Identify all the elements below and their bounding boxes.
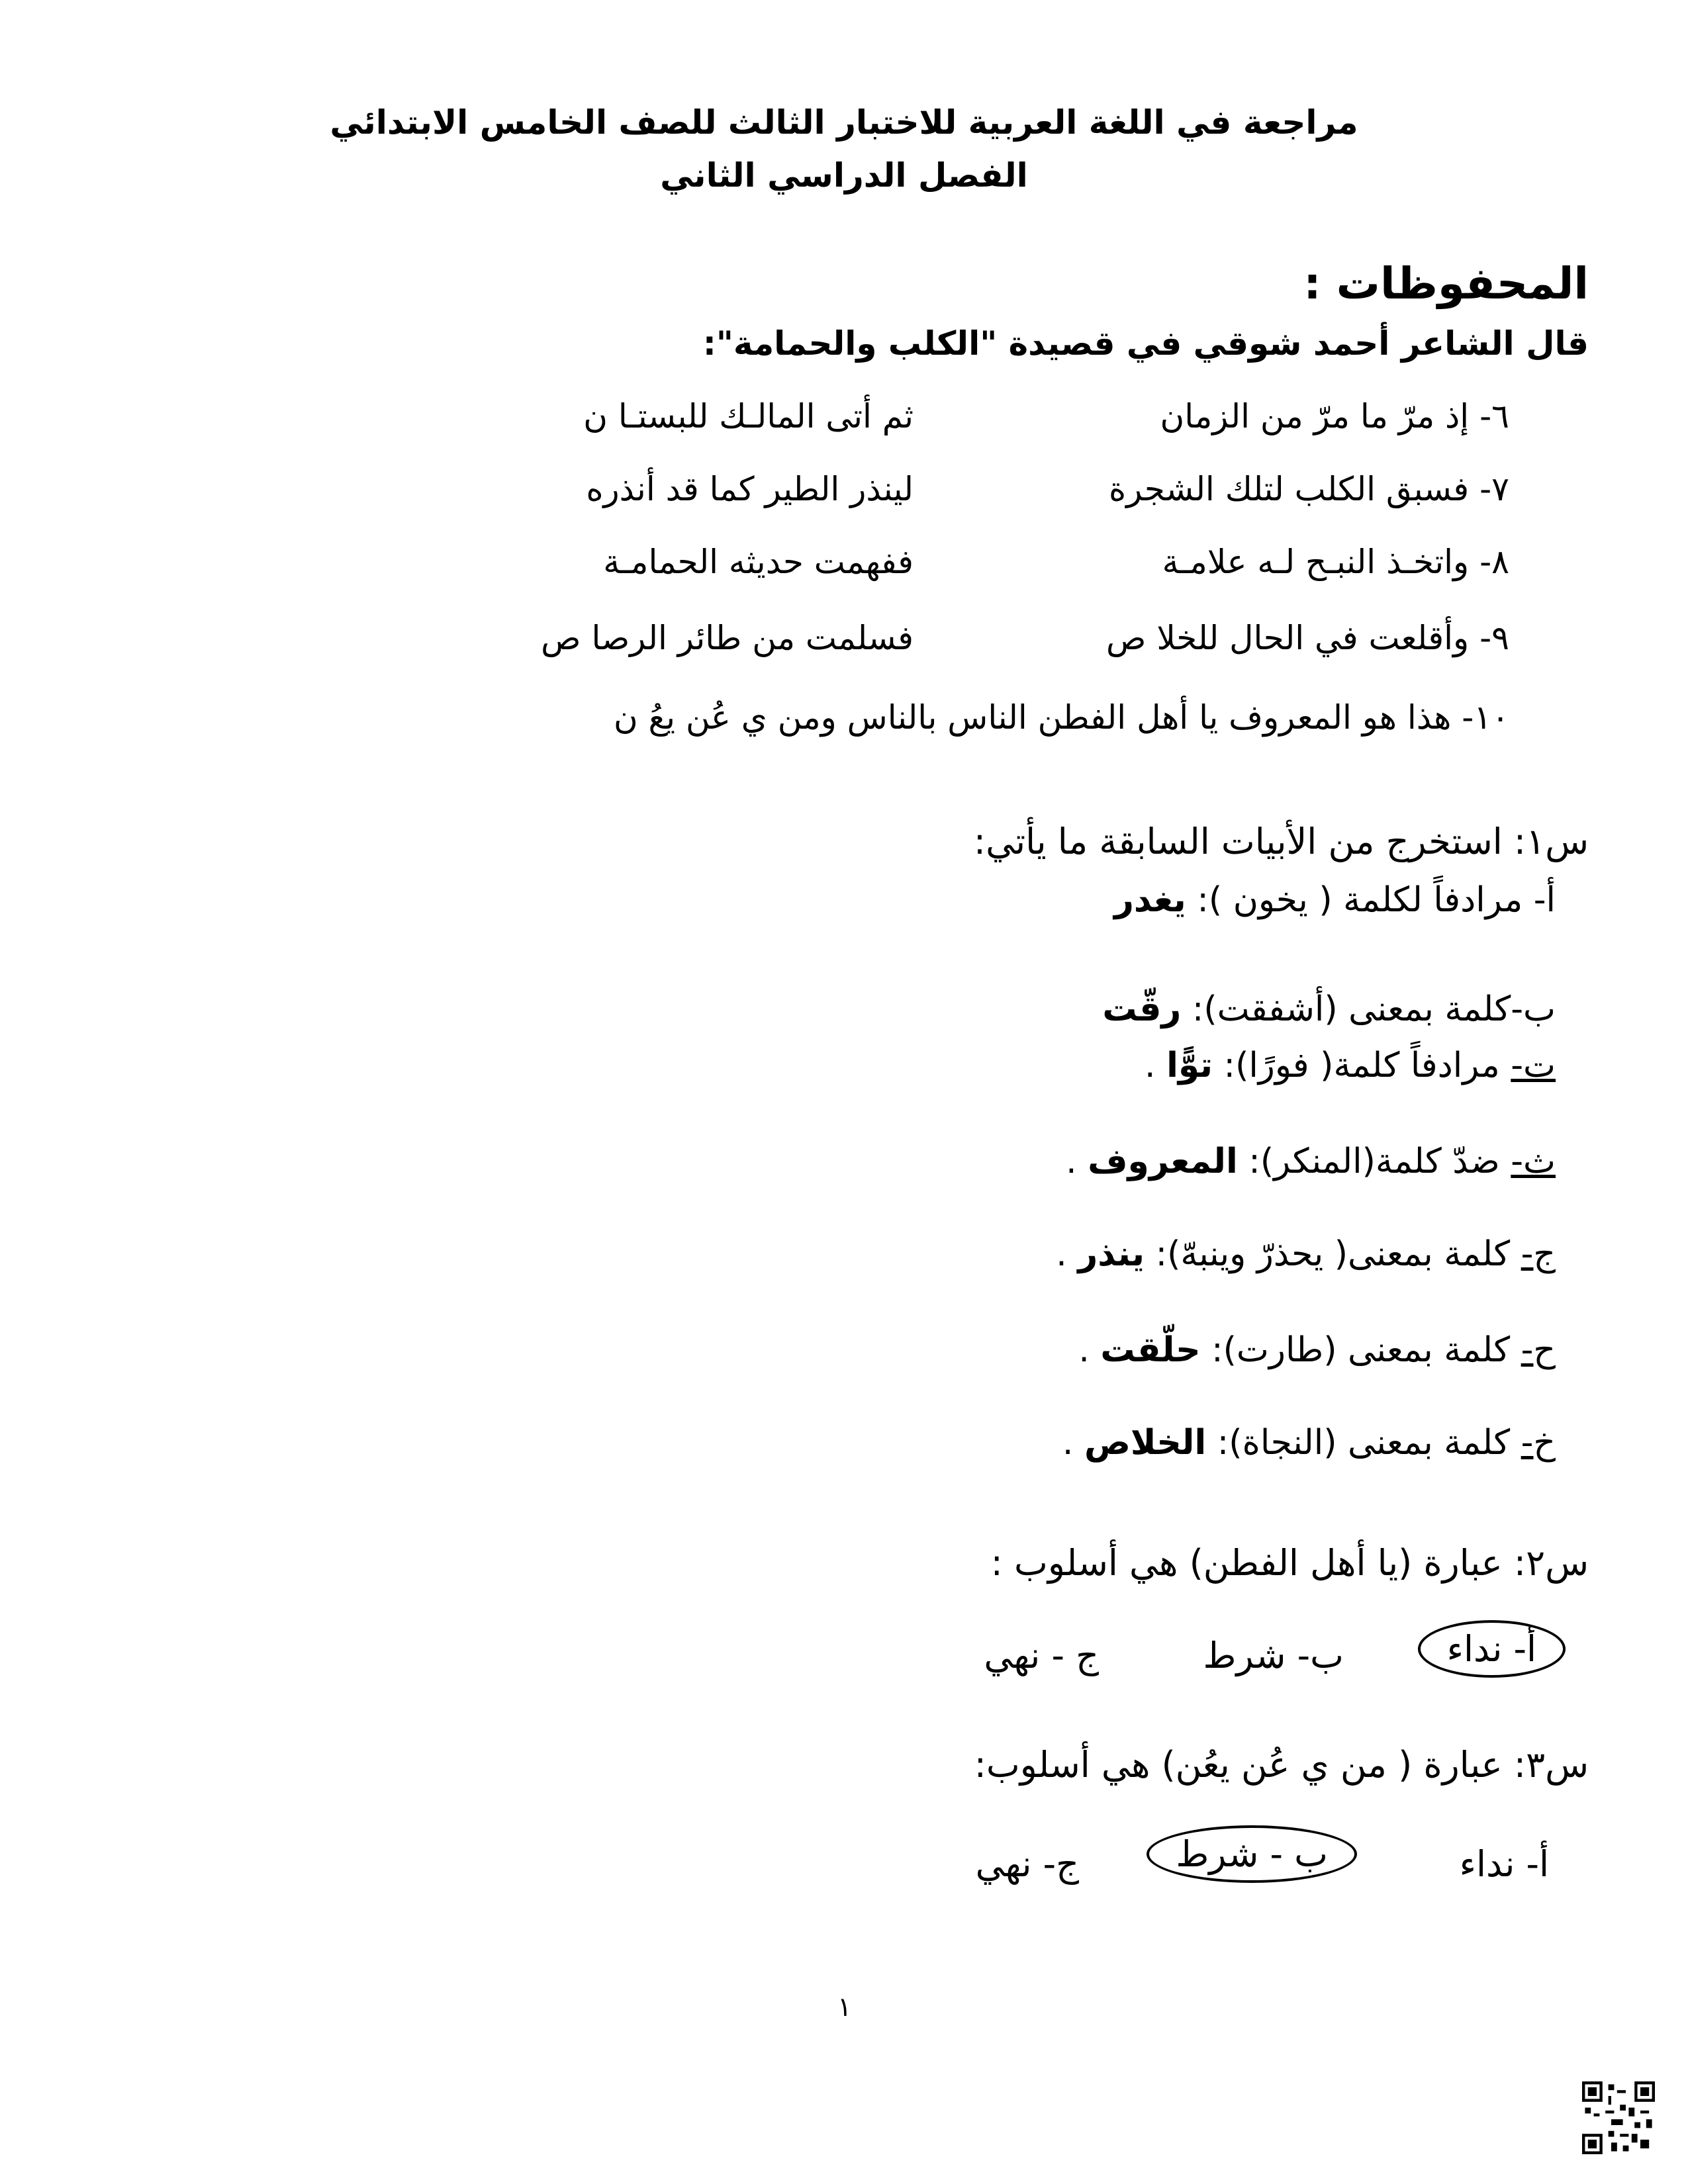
- verse-7-first: ٧- فسبق الكلب لتلك الشجرة: [1109, 470, 1509, 508]
- q2-option-c: ج - نهي: [984, 1635, 1099, 1676]
- q1-item-j: [1056, 1234, 1556, 1274]
- qr-code-icon: [1582, 2081, 1655, 2154]
- selected-answer-circle: ب - شرط: [1147, 1825, 1357, 1883]
- poem-intro: قال الشاعر أحمد شوقي في قصيدة "الكلب والحمامة":: [702, 324, 1589, 363]
- q1-item-label: ت-: [1511, 1046, 1556, 1085]
- verse-6-first: ٦- إذ مرّ ما مرّ من الزمان: [1160, 397, 1509, 435]
- q3-option-c: ج- نهي: [975, 1843, 1079, 1885]
- q1-item-text: كلمة بمعنى (أشفقت):: [1181, 989, 1511, 1029]
- q1-item-t: [1145, 1046, 1556, 1085]
- question-3-prompt: س٣: عبارة ( من ي عُن يعُن) هي أسلوب:: [974, 1744, 1589, 1786]
- q1-item-suffix: .: [1066, 1142, 1088, 1181]
- q1-item-text: كلمة بمعنى (النجاة):: [1206, 1423, 1521, 1463]
- verse-8-second: ففهمت حديثه الحمامـة: [603, 543, 914, 581]
- q1-item-th: [1066, 1142, 1556, 1181]
- q1-item-a: [1114, 880, 1556, 920]
- page-subtitle: الفصل الدراسي الثاني: [660, 156, 1028, 195]
- q1-item-suffix: .: [1078, 1330, 1101, 1370]
- section-heading: المحفوظات :: [1303, 258, 1589, 309]
- q1-item-label: ث-: [1511, 1142, 1556, 1181]
- q1-item-text: ضدّ كلمة(المنكر):: [1237, 1142, 1511, 1181]
- q1-item-answer: حلّقت: [1100, 1330, 1201, 1370]
- q2-option-a: [1418, 1628, 1566, 1670]
- page-number: ١: [837, 1992, 852, 2023]
- q1-item-label: ح-: [1521, 1330, 1556, 1370]
- q1-item-label: ب-: [1511, 989, 1556, 1029]
- page-title: مراجعة في اللغة العربية للاختبار الثالث للصف الخامس الابتدائي: [330, 103, 1358, 142]
- q2-option-b: ب- شرط: [1203, 1635, 1344, 1676]
- q1-item-text: مرادفاً لكلمة ( يخون ):: [1186, 880, 1534, 920]
- q1-item-answer: المعروف: [1088, 1142, 1238, 1181]
- selected-answer-circle: أ- نداء: [1418, 1620, 1566, 1678]
- q1-item-label: ج-: [1521, 1234, 1556, 1274]
- q1-item-answer: توًّا: [1166, 1046, 1213, 1085]
- verse-10: ١٠- هذا هو المعروف يا أهل الفطن الناس بالناس ومن ي عُن يعُ ن: [613, 698, 1509, 737]
- q1-item-label: خ-: [1521, 1423, 1556, 1463]
- verse-9-second: فسلمت من طائر الرصا ص: [541, 619, 914, 657]
- q1-item-b: [1102, 989, 1556, 1029]
- q1-item-answer: رقّت: [1102, 989, 1182, 1029]
- q1-item-suffix: .: [1056, 1234, 1078, 1274]
- q1-item-kh: [1062, 1423, 1556, 1463]
- q3-option-a: أ- نداء: [1459, 1843, 1549, 1885]
- q1-item-answer: الخلاص: [1084, 1423, 1207, 1463]
- verse-6-second: ثم أتى المالـك للبستـا ن: [583, 397, 914, 435]
- verse-8-first: ٨- واتخـذ النبـح لـه علامـة: [1162, 543, 1509, 581]
- verse-9-first: ٩- وأقلعت في الحال للخلا ص: [1106, 619, 1509, 657]
- question-2-prompt: س٢: عبارة (يا أهل الفطن) هي أسلوب :: [990, 1542, 1589, 1584]
- q1-item-answer: ينذر: [1078, 1234, 1145, 1274]
- q1-item-suffix: .: [1145, 1046, 1167, 1085]
- q1-item-answer: يغدر: [1113, 880, 1186, 920]
- q1-item-suffix: .: [1062, 1423, 1084, 1463]
- q1-item-text: كلمة بمعنى( يحذرّ وينبهّ):: [1145, 1234, 1521, 1274]
- q1-item-text: مرادفاً كلمة( فورًا):: [1213, 1046, 1511, 1085]
- q3-option-b: [1147, 1833, 1357, 1875]
- q1-item-text: كلمة بمعنى (طارت):: [1200, 1330, 1521, 1370]
- verse-7-second: لينذر الطير كما قد أنذره: [586, 470, 914, 508]
- q1-item-h: [1078, 1330, 1556, 1370]
- question-1-prompt: س١: استخرج من الأبيات السابقة ما يأتي:: [973, 821, 1589, 862]
- q1-item-label: أ-: [1533, 880, 1556, 920]
